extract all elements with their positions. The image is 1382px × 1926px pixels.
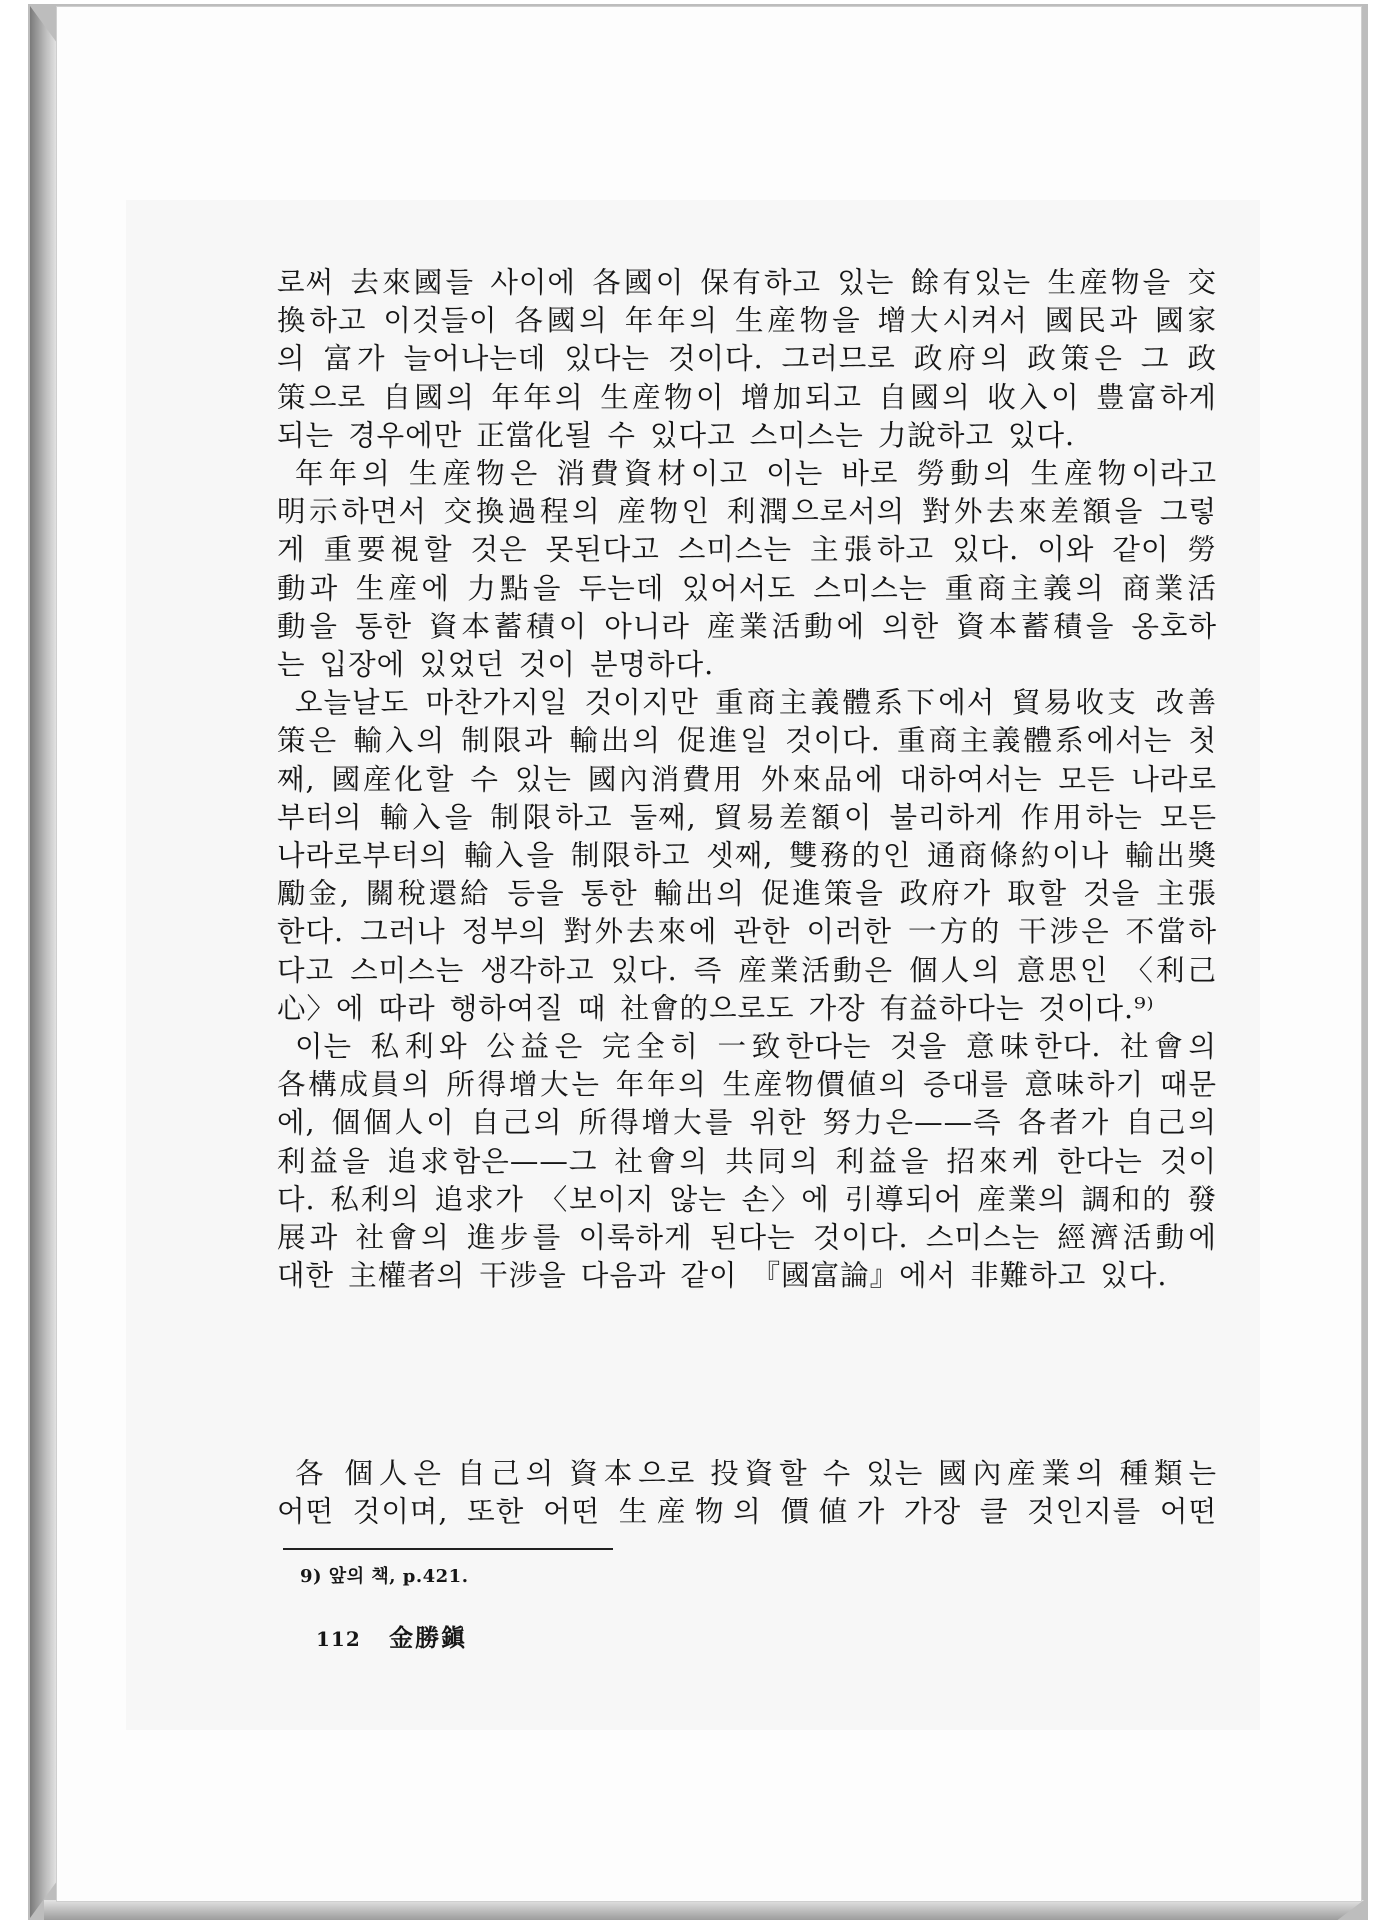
page-footer bbox=[316, 1618, 467, 1653]
text-line: 게 重要視할 것은 못된다고 스미스는 主張하고 있다. 이와 같이 勞 bbox=[277, 533, 1217, 567]
text-line: 로써 去來國들 사이에 各國이 保有하고 있는 餘有있는 生産物을 交 bbox=[277, 266, 1217, 299]
text-line: 勵金, 關稅還給 등을 통한 輸出의 促進策을 政府가 取할 것을 主張 bbox=[277, 877, 1217, 911]
text-line: 되는 경우에만 正當化될 수 있다고 스미스는 力說하고 있다. bbox=[277, 418, 1076, 452]
text-line: 各構成員의 所得增大는 年年의 生産物價値의 증대를 意味하기 때문 bbox=[277, 1068, 1217, 1102]
quote-line: 各 個人은 自己의 資本으로 投資할 수 있는 國內産業의 種類는 bbox=[295, 1457, 1217, 1490]
text-line: 나라로부터의 輸入을 制限하고 셋째, 雙務的인 通商條約이나 輸出奬 bbox=[277, 839, 1217, 873]
text-line: 째, 國産化할 수 있는 國內消費用 外來品에 대하여서는 모든 나라로 bbox=[277, 762, 1217, 796]
text-line: 年年의 生産物은 消費資材이고 이는 바로 勞動의 生産物이라고 bbox=[295, 457, 1217, 491]
author-name: 金勝鎭 bbox=[389, 1623, 468, 1652]
text-line: 明示하면서 交換過程의 産物인 利潤으로서의 對外去來差額을 그렇 bbox=[277, 495, 1217, 529]
footnote: 9) 앞의 책, p.421. bbox=[300, 1566, 469, 1587]
text-line: 이는 私利와 公益은 完全히 一致한다는 것을 意味한다. 社會의 bbox=[295, 1030, 1217, 1064]
page-stack-edge-left bbox=[30, 6, 58, 1918]
text-line: 대한 主權者의 干涉을 다음과 같이 『國富論』에서 非難하고 있다. bbox=[277, 1259, 1168, 1293]
page-number: 112 bbox=[316, 1627, 361, 1651]
paragraph-3 bbox=[277, 684, 1217, 1028]
text-line: 다. 私利의 追求가 〈보이지 않는 손〉에 引導되어 産業의 調和的 發 bbox=[277, 1182, 1217, 1216]
text-line: 다고 스미스는 생각하고 있다. 즉 産業活動은 個人의 意思인 〈利己 bbox=[277, 953, 1217, 987]
text-line: 策은 輸入의 制限과 輸出의 促進일 것이다. 重商主義體系에서는 첫 bbox=[277, 724, 1217, 758]
paragraph-1 bbox=[277, 264, 1217, 455]
text-line: 心〉에 따라 행하여질 때 社會的으로도 가장 有益하다는 것이다.⁹⁾ bbox=[277, 991, 1155, 1025]
body-text bbox=[277, 264, 1217, 1295]
quote-line: 어떤 것이며, 또한 어떤 生産物의 價値가 가장 클 것인지를 어떤 bbox=[277, 1495, 1217, 1528]
text-line: 한다. 그러나 정부의 對外去來에 관한 이러한 一方的 干涉은 不當하 bbox=[277, 915, 1217, 949]
paragraph-2 bbox=[277, 455, 1217, 684]
text-line: 의 富가 늘어나는데 있다는 것이다. 그러므로 政府의 政策은 그 政 bbox=[277, 342, 1217, 376]
text-line: 는 입장에 있었던 것이 분명하다. bbox=[277, 648, 715, 682]
text-line: 策으로 自國의 年年의 生産物이 增加되고 自國의 收入이 豊富하게 bbox=[277, 380, 1217, 414]
text-line: 부터의 輸入을 制限하고 둘째, 貿易差額이 불리하게 作用하는 모든 bbox=[277, 800, 1217, 834]
text-line: 換하고 이것들이 各國의 年年의 生産物을 增大시켜서 國民과 國家 bbox=[277, 304, 1217, 338]
text-line: 에, 個個人이 自己의 所得增大를 위한 努力은——즉 各者가 自己의 bbox=[277, 1106, 1217, 1140]
block-quote bbox=[277, 1455, 1217, 1531]
text-line: 動과 生産에 力點을 두는데 있어서도 스미스는 重商主義의 商業活 bbox=[277, 571, 1217, 605]
text-line: 動을 통한 資本蓄積이 아니라 産業活動에 의한 資本蓄積을 옹호하 bbox=[277, 609, 1217, 643]
paragraph-4 bbox=[277, 1028, 1217, 1295]
text-line: 展과 社會의 進步를 이룩하게 된다는 것이다. 스미스는 經濟活動에 bbox=[277, 1221, 1217, 1255]
text-line: 오늘날도 마찬가지일 것이지만 重商主義體系下에서 貿易收支 改善 bbox=[295, 686, 1217, 720]
text-line: 利益을 追求함은——그 社會의 共同의 利益을 招來케 한다는 것이 bbox=[277, 1144, 1217, 1178]
footnote-divider bbox=[283, 1548, 613, 1550]
page-stack-edge-bottom bbox=[44, 1900, 1364, 1920]
